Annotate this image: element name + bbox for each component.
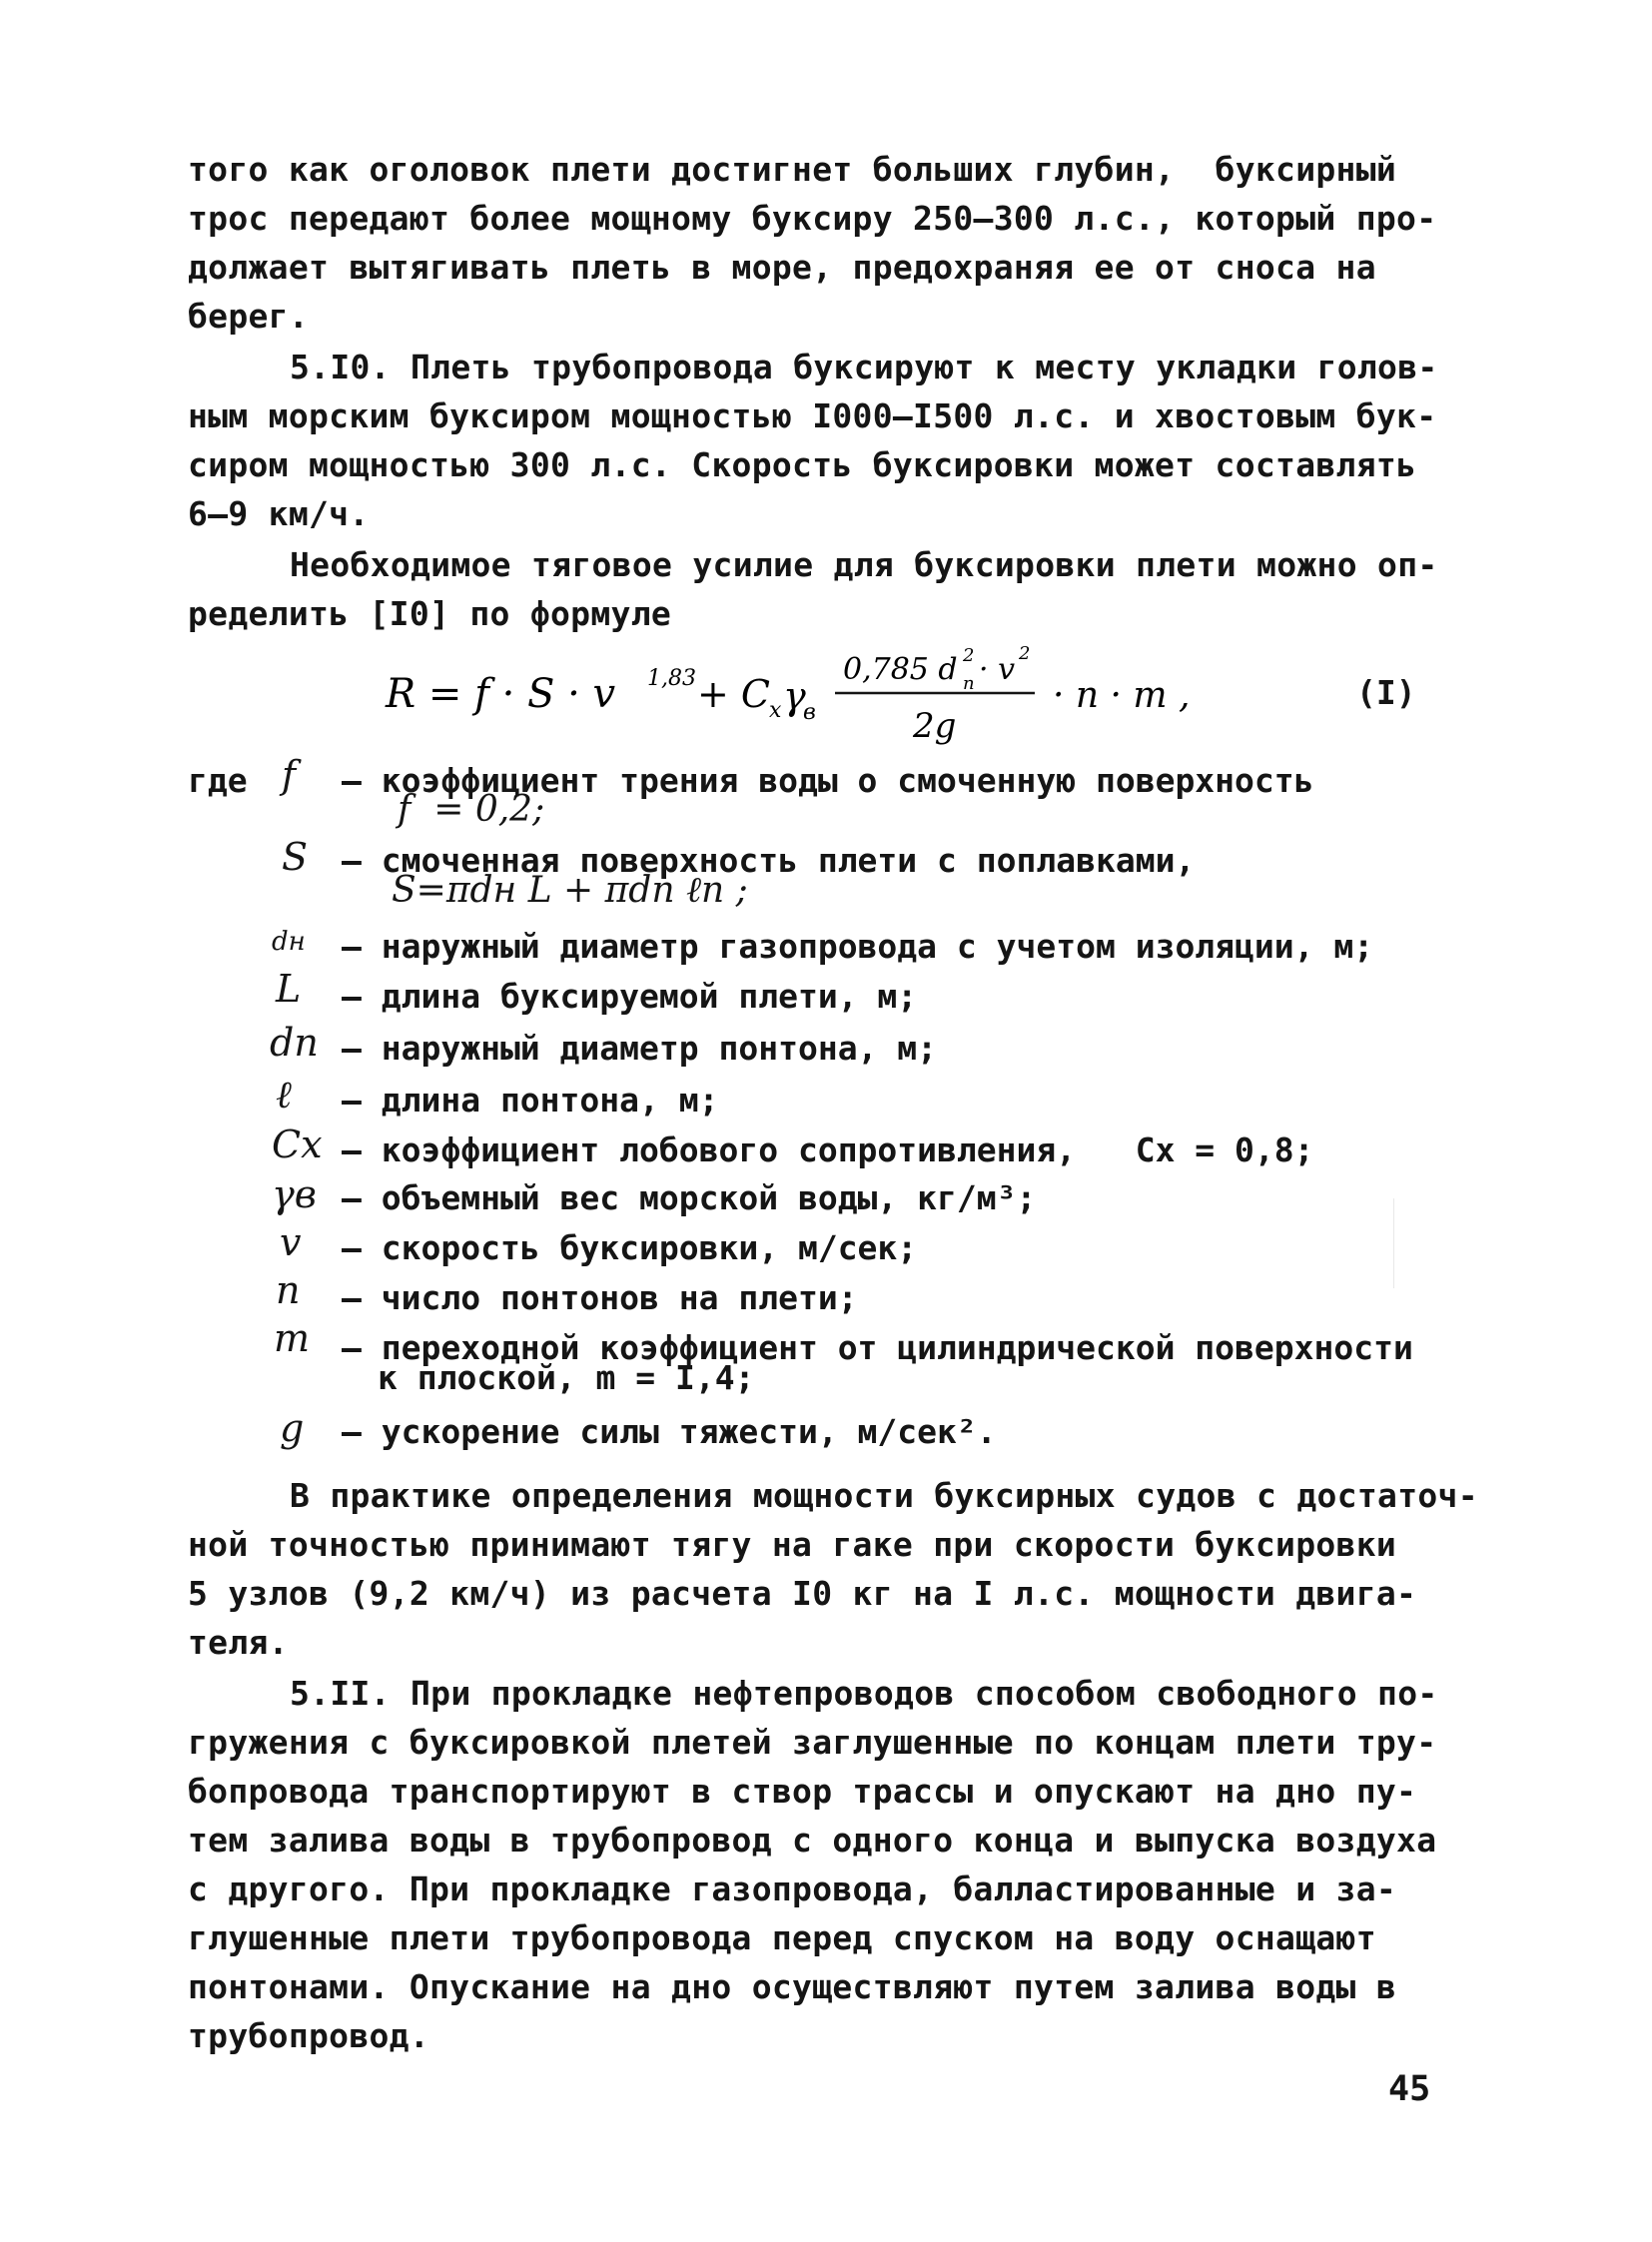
- symbol-dn: dн: [272, 927, 306, 957]
- definition-g: – ускорение силы тяжести, м/сек².: [342, 1412, 997, 1451]
- text-line: тем залива воды в трубопровод с одного конца и выпуска воздуха: [188, 1821, 1437, 1860]
- symbol-m: m: [274, 1316, 311, 1360]
- formula-exponent: 1,83: [647, 666, 696, 691]
- towing-force-formula: [386, 645, 1284, 755]
- definition-l: – длина буксируемой плети, м;: [342, 977, 918, 1016]
- text-line: Необходимое тяговое усилие для буксировки плети можно оп-: [290, 545, 1438, 584]
- text-line: трос передают более мощному буксиру 250–300 л.с., который про-: [188, 199, 1437, 238]
- definition-cx: – коэффициент лобового сопротивления, Cx = 0,8;: [342, 1130, 1314, 1169]
- symbol-f: f: [282, 753, 297, 797]
- definition-f-value: f = 0,2;: [398, 789, 545, 830]
- formula-num-tail: · v: [979, 652, 1016, 687]
- formula-tail: · n · m ,: [1053, 675, 1191, 716]
- text-line: понтонами. Опускание на дно осуществляют путем залива воды в: [188, 1967, 1397, 2006]
- text-line: сиром мощностью 300 л.с. Скорость буксировки может составлять: [188, 445, 1417, 484]
- text-line: 5.II. При прокладке нефтепроводов способом свободного по-: [290, 1674, 1438, 1713]
- definition-ell: – длина понтона, м;: [342, 1081, 719, 1120]
- equation-number: (I): [1356, 673, 1416, 712]
- text-line: 5 узлов (9,2 км/ч) из расчета I0 кг на I л.с. мощности двига-: [188, 1574, 1417, 1613]
- symbol-gamma: γв: [272, 1172, 317, 1216]
- symbol-ell: ℓ: [276, 1073, 292, 1117]
- text-line: трубопровод.: [188, 2016, 430, 2055]
- formula-denominator: 2g: [913, 706, 957, 746]
- formula-graphic: [386, 645, 1284, 755]
- text-line: того как оголовок плети достигнет больших глубин, буксирный: [188, 150, 1397, 189]
- formula-gamma: γ: [783, 674, 806, 718]
- page-number: 45: [1388, 2069, 1431, 2109]
- definition-s: – смоченная поверхность плети с поплавками,: [342, 841, 1196, 880]
- formula-num-sub: п: [963, 673, 975, 694]
- text-line: ной точностью принимают тягу на гаке при скорости буксировки: [188, 1525, 1397, 1564]
- definition-v: – скорость буксировки, м/сек;: [342, 1228, 918, 1267]
- symbol-l: L: [276, 967, 302, 1011]
- formula-lhs: R = f · S · v: [386, 671, 616, 717]
- text-line: с другого. При прокладке газопровода, балластированные и за-: [188, 1869, 1397, 1908]
- text-line: 5.I0. Плеть трубопровода буксируют к месту укладки голов-: [290, 348, 1438, 386]
- formula-num-tail-sup: 2: [1019, 643, 1031, 664]
- definition-m-value: к плоской, m = I,4;: [378, 1358, 755, 1397]
- text-line: гружения с буксировкой плетей заглушенные по концам плети тру-: [188, 1723, 1437, 1762]
- definition-m: – переходной коэффициент от цилиндрической поверхности: [342, 1328, 1413, 1367]
- formula-numerator: 0,785 d: [843, 652, 958, 687]
- symbol-s: S: [282, 835, 309, 879]
- symbol-g: g: [280, 1406, 305, 1450]
- symbol-dp: dп: [270, 1021, 319, 1065]
- definition-n: – число понтонов на плети;: [342, 1278, 858, 1317]
- symbol-v: v: [280, 1220, 302, 1264]
- definition-gamma: – объемный вес морской воды, кг/м³;: [342, 1178, 1037, 1217]
- formula-plus-c: + C: [697, 672, 770, 716]
- symbol-n: n: [276, 1268, 301, 1312]
- text-line: теля.: [188, 1623, 289, 1662]
- definition-s-formula: S=πdн L + πdп ℓn ;: [392, 870, 748, 911]
- definition-dn: – наружный диаметр газопровода с учетом изоляции, м;: [342, 927, 1374, 966]
- text-line: 6–9 км/ч.: [188, 494, 370, 533]
- definition-f: – коэффициент трения воды о смоченную поверхность: [342, 761, 1314, 800]
- text-line: глушенные плети трубопровода перед спуском на воду оснащают: [188, 1918, 1376, 1957]
- where-label: где: [188, 761, 248, 800]
- definition-dp: – наружный диаметр понтона, м;: [342, 1029, 938, 1068]
- text-line: берег.: [188, 297, 310, 336]
- text-line: ным морским буксиром мощностью I000–I500 л.с. и хвостовым бук-: [188, 396, 1437, 435]
- text-line: В практике определения мощности буксирных судов с достаточ-: [290, 1476, 1478, 1515]
- formula-gamma-sub: в: [803, 700, 816, 725]
- formula-cx-sub: x: [769, 698, 782, 723]
- text-line: должает вытягивать плеть в море, предохраняя ее от сноса на: [188, 248, 1376, 287]
- symbol-cx: Cx: [272, 1122, 323, 1166]
- text-line: бопровода транспортируют в створ трассы и опускают на дно пу-: [188, 1772, 1417, 1811]
- scan-mark: [1393, 1198, 1394, 1288]
- formula-num-sup: 2: [963, 645, 975, 666]
- text-line: ределить [I0] по формуле: [188, 594, 672, 633]
